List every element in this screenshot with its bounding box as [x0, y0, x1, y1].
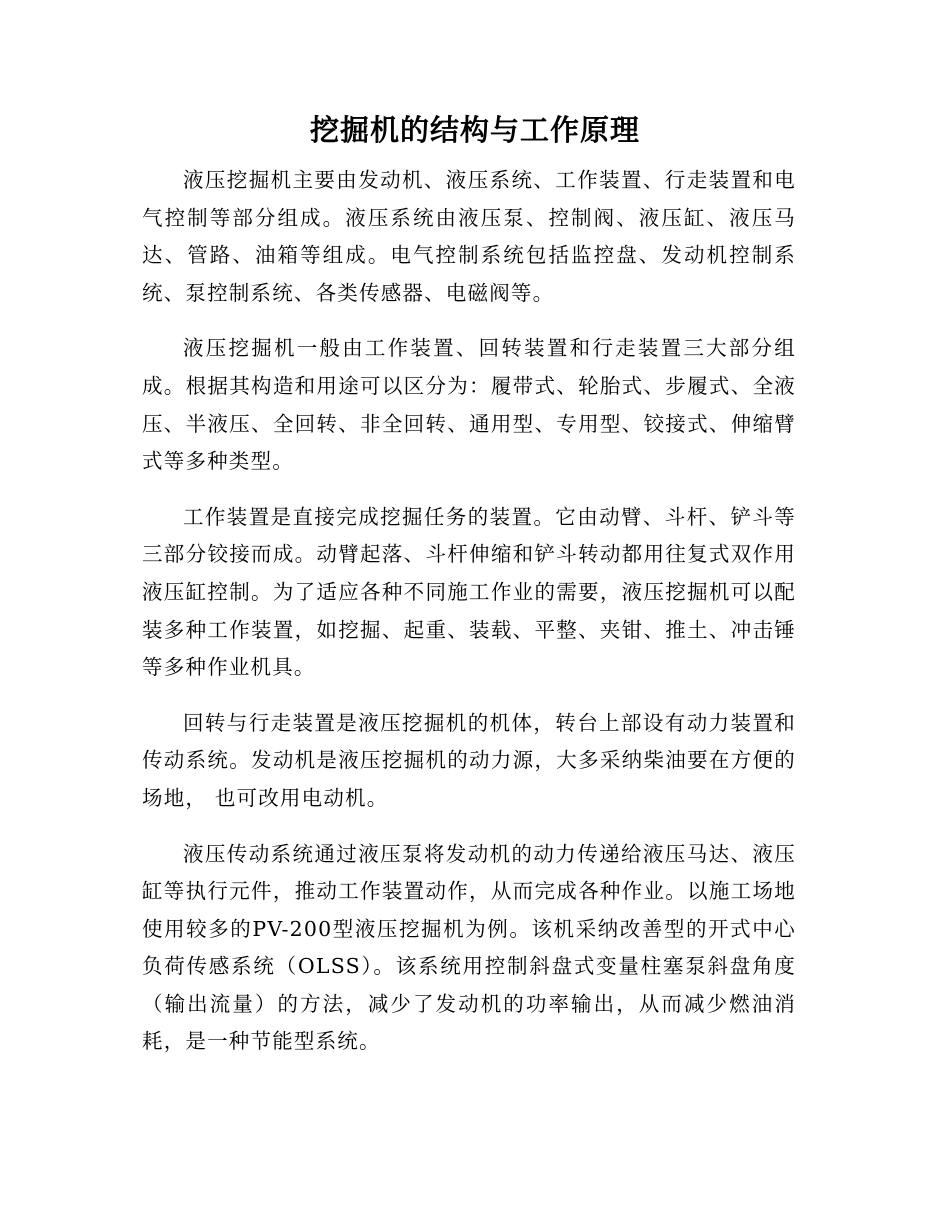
paragraph-slewing-travel: 回转与行走装置是液压挖掘机的机体，转台上部设有动力装置和传动系统。发动机是液压挖掘机的动力源，大多采纳柴油要在方便的场地， 也可改用电动机。	[142, 710, 796, 810]
paragraph-working-device: 工作装置是直接完成挖掘任务的装置。它由动臂、斗杆、铲斗等三部分铰接而成。动臂起落、斗杆伸缩和铲斗转动都用往复式双作用液压缸控制。为了适应各种不同施工作业的需要，液压挖掘机可以配装多种工作装置，如挖掘、起重、装载、平整、夹钳、推土、冲击锤等多种作业机具。	[142, 504, 796, 680]
paragraph-overview: 液压挖掘机主要由发动机、液压系统、工作装置、行走装置和电气控制等部分组成。液压系统由液压泵、控制阀、液压缸、液压马达、管路、油箱等组成。电气控制系统包括监控盘、发动机控制系统、泵控制系统、各类传感器、电磁阀等。	[142, 168, 796, 305]
paragraph-types: 液压挖掘机一般由工作装置、回转装置和行走装置三大部分组成。根据其构造和用途可以区分为：履带式、轮胎式、步履式、全液压、半液压、全回转、非全回转、通用型、专用型、铰接式、伸缩臂式等多种类型。	[142, 336, 796, 474]
document-body	[142, 162, 796, 1079]
document-title: 挖掘机的结构与工作原理	[309, 113, 640, 147]
paragraph-hydraulic-drive: 液压传动系统通过液压泵将发动机的动力传递给液压马达、液压缸等执行元件，推动工作装置动作，从而完成各种作业。以施工场地使用较多的PV-200型液压挖掘机为例。该机采纳改善型的开式中心负荷传感系统（OLSS）。该系统用控制斜盘式变量柱塞泵斜盘角度（输出流量）的方法，减少了发动机的功率输出，从而减少燃油消耗，是一种节能型系统。	[142, 841, 796, 1054]
